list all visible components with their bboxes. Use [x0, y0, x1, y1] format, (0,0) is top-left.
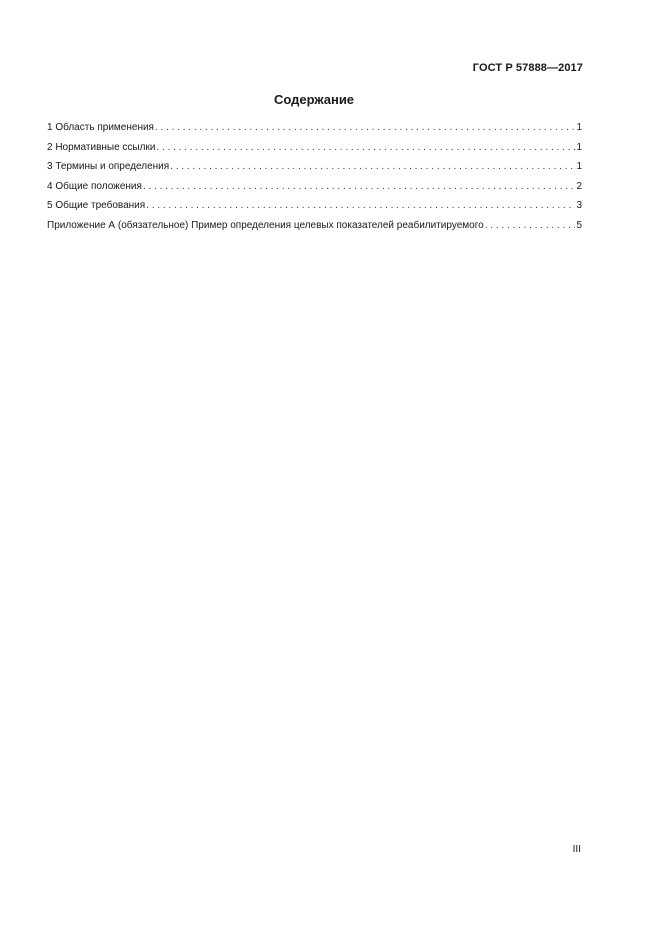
- toc-entry-appendix-a[interactable]: [47, 220, 582, 240]
- toc-entry-label: 3 Термины и определения: [47, 161, 170, 172]
- toc-entry-page: 3: [576, 200, 582, 211]
- page-number: III: [572, 844, 581, 855]
- toc-entry-normative-references[interactable]: [47, 142, 582, 162]
- toc-leader-dots: [146, 200, 575, 211]
- toc-entry-page: 2: [576, 180, 582, 192]
- toc-leader-dots: [143, 181, 576, 192]
- toc-entry-general-requirements[interactable]: [47, 200, 582, 220]
- toc-entry-label: 5 Общие требования: [47, 200, 146, 211]
- toc-leader-dots: [156, 142, 575, 153]
- toc-entry-page: 1: [576, 161, 582, 172]
- toc-leader-dots: [485, 220, 576, 231]
- toc-entry-general-provisions[interactable]: [47, 181, 582, 201]
- toc-entry-label: 1 Область применения: [47, 122, 154, 133]
- toc-leader-dots: [170, 161, 575, 172]
- toc-title: Содержание: [273, 92, 355, 107]
- table-of-contents: [47, 122, 582, 239]
- toc-entry-scope[interactable]: [47, 122, 582, 142]
- toc-leader-dots: [155, 122, 575, 133]
- toc-entry-page: 1: [576, 141, 582, 153]
- toc-entry-label: 4 Общие положения: [47, 180, 142, 192]
- toc-entry-label: Приложение А (обязательное) Пример определения целевых показателей реабилитируемого: [47, 219, 484, 231]
- toc-entry-terms-definitions[interactable]: [47, 161, 582, 181]
- toc-entry-page: 1: [576, 122, 582, 133]
- toc-entry-label: 2 Нормативные ссылки: [47, 141, 156, 153]
- toc-entry-page: 5: [576, 219, 582, 231]
- document-code: ГОСТ Р 57888—2017: [472, 62, 583, 74]
